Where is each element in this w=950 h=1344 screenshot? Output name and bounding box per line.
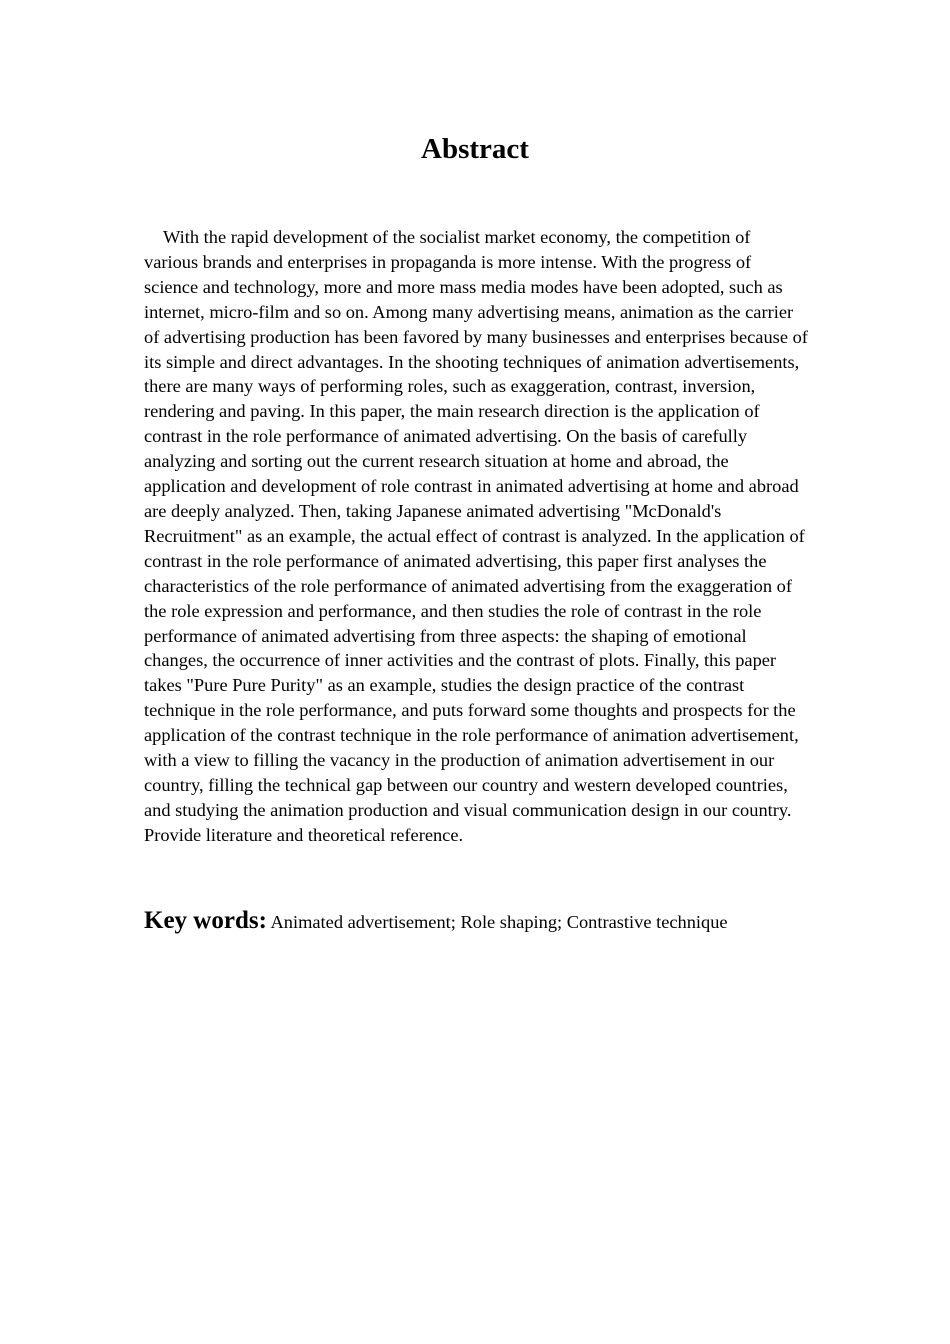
keywords-value: Animated advertisement; Role shaping; Contrastive technique — [270, 912, 728, 932]
keywords-line — [144, 906, 808, 937]
keywords-label: Key words: — [144, 907, 267, 934]
abstract-body: With the rapid development of the socialist market economy, the competition of various brands and enterprises in propaganda is more intense. With the progress of science and technology, more and more mass media modes have been adopted, such as internet, micro-film and so on. Among many advertising means, animation as the carrier of advertising production has been favored by many businesses and enterprises because of its simple and direct advantages. In the shooting techniques of animation advertisements, there are many ways of performing roles, such as exaggeration, contrast, inversion, rendering and paving. In this paper, the main research direction is the application of contrast in the role performance of animated advertising. On the basis of carefully analyzing and sorting out the current research situation at home and abroad, the application and development of role contrast in animated advertising at home and abroad are deeply analyzed. Then, taking Japanese animated advertising "McDonald's Recruitment" as an example, the actual effect of contrast is analyzed. In the application of contrast in the role performance of animated advertising, this paper first analyses the characteristics of the role performance of animated advertising from the exaggeration of the role expression and performance, and then studies the role of contrast in the role performance of animated advertising from three aspects: the shaping of emotional changes, the occurrence of inner activities and the contrast of plots. Finally, this paper takes "Pure Pure Purity" as an example, studies the design practice of the contrast technique in the role performance, and puts forward some thoughts and prospects for the application of the contrast technique in the role performance of animation advertisement, with a view to filling the vacancy in the production of animation advertisement in our country, filling the technical gap between our country and western developed countries, and studying the animation production and visual communication design in our country. Provide literature and theoretical reference. — [144, 227, 808, 845]
page-title: Abstract — [421, 133, 529, 165]
